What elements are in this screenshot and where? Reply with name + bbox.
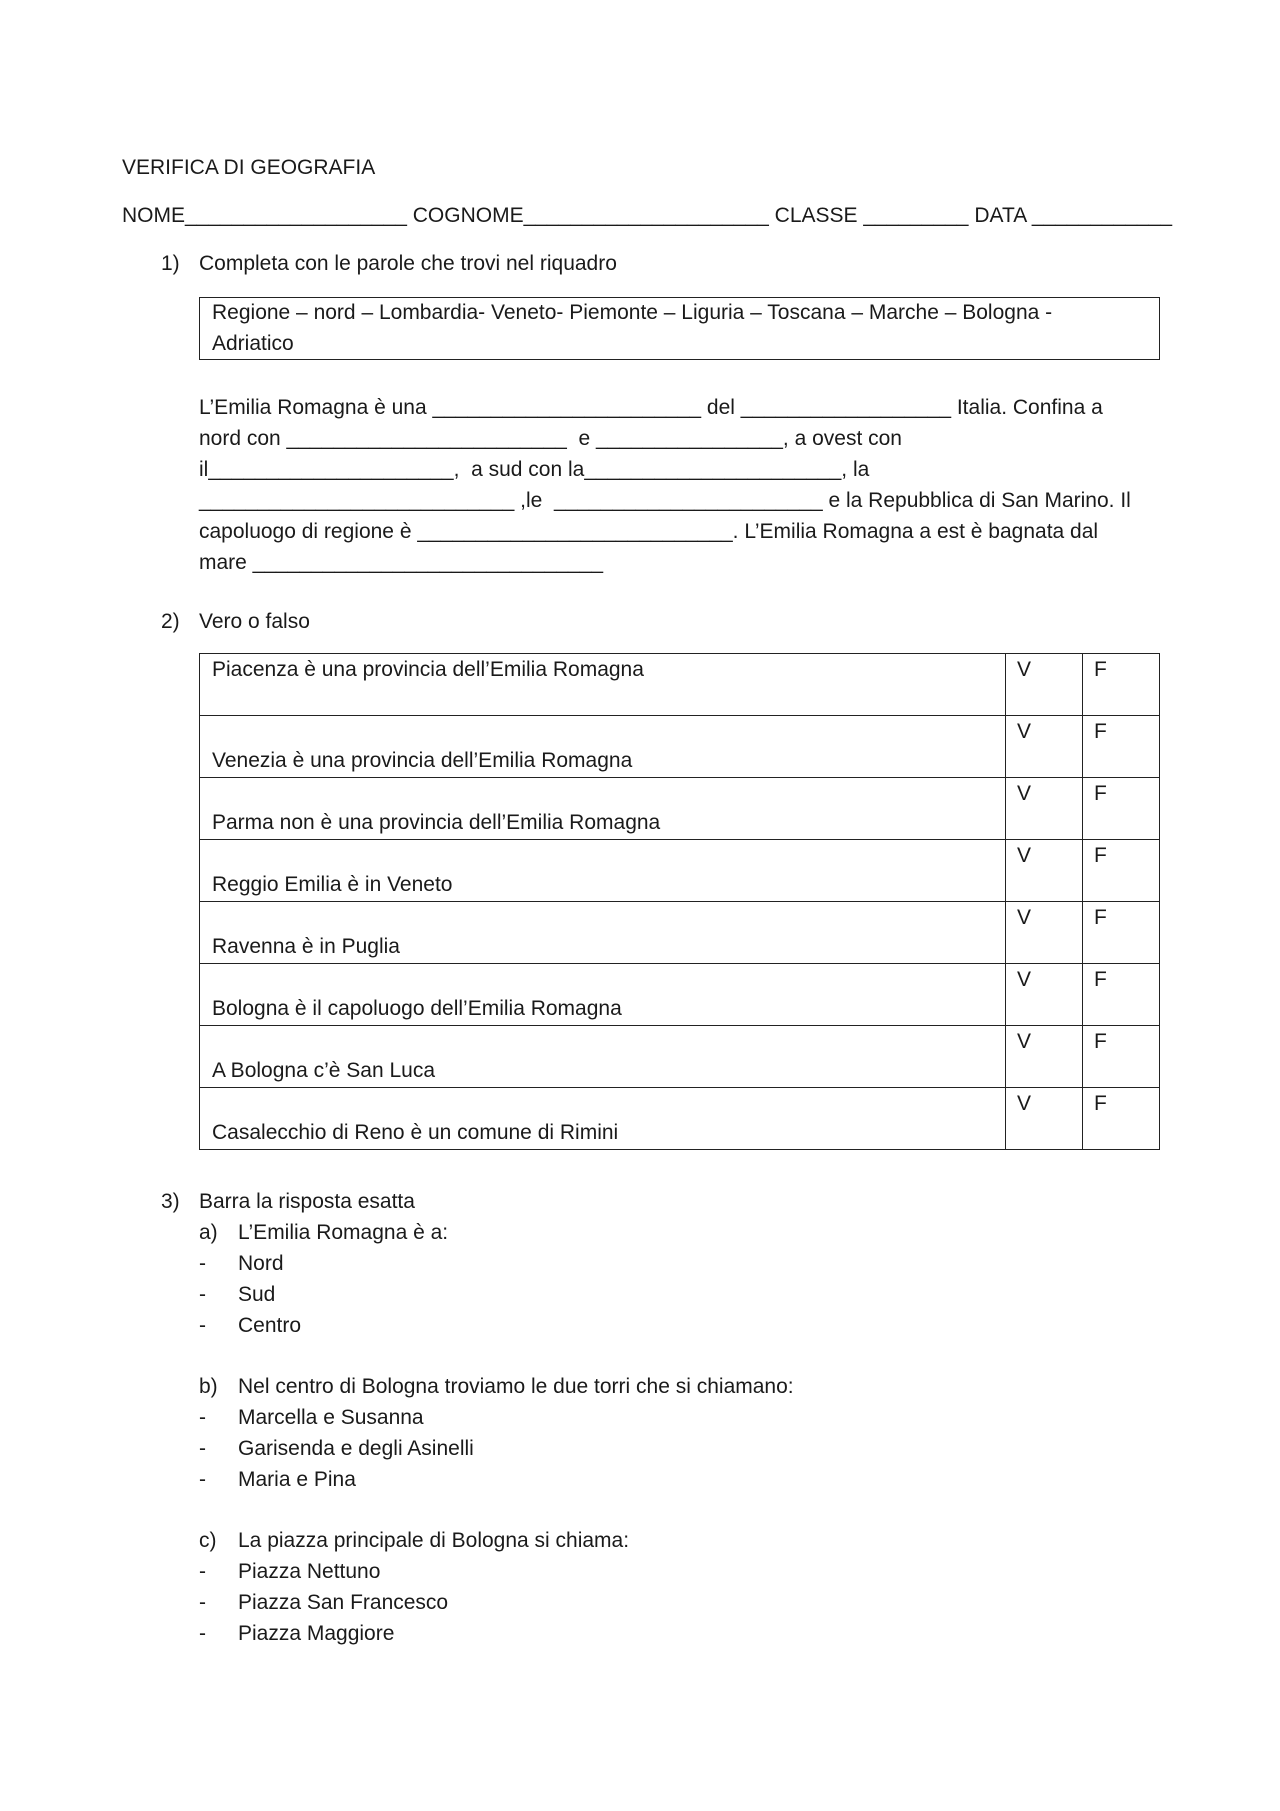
paragraph-line: capoluogo di regione è ___________________________. L’Emilia Romagna a est è bagnata dal — [199, 520, 1099, 543]
statement-text: Parma non è una provincia dell’Emilia Romagna — [212, 811, 661, 834]
true-label: V — [1017, 782, 1032, 805]
statement-text: A Bologna c’è San Luca — [212, 1059, 436, 1082]
paragraph-line: mare ______________________________ — [199, 551, 604, 574]
false-label: F — [1094, 658, 1107, 681]
false-label: F — [1094, 844, 1107, 867]
true-cell[interactable] — [1006, 964, 1083, 1026]
word-box — [199, 297, 1160, 360]
answer-option[interactable]: Piazza Maggiore — [238, 1622, 395, 1645]
paragraph-line: L’Emilia Romagna è una _______________________ del __________________ Italia. Confina a — [199, 396, 1103, 419]
bullet-dash: - — [199, 1591, 206, 1614]
false-label: F — [1094, 720, 1107, 743]
false-cell[interactable] — [1083, 1088, 1160, 1150]
false-cell[interactable] — [1083, 840, 1160, 902]
false-cell[interactable] — [1083, 964, 1160, 1026]
true-label: V — [1017, 720, 1032, 743]
paragraph-line: ___________________________ ,le _______________________ e la Repubblica di San Marino. Il — [199, 489, 1131, 512]
true-label: V — [1017, 906, 1032, 929]
paragraph-line: il_____________________, a sud con la______________________, la — [199, 458, 870, 481]
statement-text: Casalecchio di Reno è un comune di Rimini — [212, 1121, 619, 1144]
true-cell[interactable] — [1006, 716, 1083, 778]
bullet-dash: - — [199, 1283, 206, 1306]
false-label: F — [1094, 1030, 1107, 1053]
paragraph-line: nord con ________________________ e ________________, a ovest con — [199, 427, 902, 450]
true-cell[interactable] — [1006, 840, 1083, 902]
statement-text: Venezia è una provincia dell’Emilia Romagna — [212, 749, 633, 772]
statement-cell — [200, 902, 1006, 964]
false-cell[interactable] — [1083, 1026, 1160, 1088]
table-row — [200, 964, 1160, 1026]
statement-cell — [200, 1026, 1006, 1088]
bullet-dash: - — [199, 1560, 206, 1583]
true-cell[interactable] — [1006, 778, 1083, 840]
statement-cell — [200, 840, 1006, 902]
true-cell[interactable] — [1006, 1088, 1083, 1150]
section-2-number: 2) — [161, 610, 180, 633]
true-false-table — [199, 653, 1160, 1150]
true-label: V — [1017, 658, 1032, 681]
true-cell[interactable] — [1006, 1026, 1083, 1088]
bullet-dash: - — [199, 1437, 206, 1460]
answer-option[interactable]: Garisenda e degli Asinelli — [238, 1437, 474, 1460]
bullet-dash: - — [199, 1622, 206, 1645]
true-label: V — [1017, 1030, 1032, 1053]
false-cell[interactable] — [1083, 778, 1160, 840]
false-cell[interactable] — [1083, 902, 1160, 964]
question-letter: c) — [199, 1529, 217, 1552]
statement-cell — [200, 716, 1006, 778]
question-text: La piazza principale di Bologna si chiama: — [238, 1529, 630, 1552]
false-label: F — [1094, 1092, 1107, 1115]
student-fields-line: NOME___________________ COGNOME_____________________ CLASSE _________ DATA ____________ — [122, 204, 1173, 227]
false-label: F — [1094, 782, 1107, 805]
false-cell[interactable] — [1083, 716, 1160, 778]
true-cell[interactable] — [1006, 654, 1083, 716]
question-letter: a) — [199, 1221, 218, 1244]
bullet-dash: - — [199, 1406, 206, 1429]
answer-option[interactable]: Maria e Pina — [238, 1468, 356, 1491]
table-row — [200, 654, 1160, 716]
word-box-line: Adriatico — [212, 332, 294, 355]
table-row — [200, 840, 1160, 902]
question-text: Nel centro di Bologna troviamo le due torri che si chiamano: — [238, 1375, 794, 1398]
statement-text: Bologna è il capoluogo dell’Emilia Romagna — [212, 997, 622, 1020]
answer-option[interactable]: Sud — [238, 1283, 276, 1306]
question-letter: b) — [199, 1375, 218, 1398]
answer-option[interactable]: Piazza Nettuno — [238, 1560, 381, 1583]
answer-option[interactable]: Piazza San Francesco — [238, 1591, 449, 1614]
table-row — [200, 902, 1160, 964]
answer-option[interactable]: Nord — [238, 1252, 284, 1275]
section-1-title: Completa con le parole che trovi nel riquadro — [199, 252, 617, 275]
true-cell[interactable] — [1006, 902, 1083, 964]
table-row — [200, 778, 1160, 840]
statement-cell — [200, 778, 1006, 840]
statement-text: Ravenna è in Puglia — [212, 935, 400, 958]
statement-text: Piacenza è una provincia dell’Emilia Romagna — [212, 658, 644, 681]
section-1-number: 1) — [161, 252, 180, 275]
word-box-line: Regione – nord – Lombardia- Veneto- Piemonte – Liguria – Toscana – Marche – Bologna - — [212, 301, 1053, 324]
bullet-dash: - — [199, 1314, 206, 1337]
statement-text: Reggio Emilia è in Veneto — [212, 873, 453, 896]
true-label: V — [1017, 1092, 1032, 1115]
table-row — [200, 1026, 1160, 1088]
false-label: F — [1094, 906, 1107, 929]
section-2-title: Vero o falso — [199, 610, 310, 633]
page-title: VERIFICA DI GEOGRAFIA — [122, 156, 376, 179]
true-label: V — [1017, 968, 1032, 991]
false-cell[interactable] — [1083, 654, 1160, 716]
question-text: L’Emilia Romagna è a: — [238, 1221, 449, 1244]
statement-cell — [200, 1088, 1006, 1150]
section-3-title: Barra la risposta esatta — [199, 1190, 415, 1213]
section-3-number: 3) — [161, 1190, 180, 1213]
bullet-dash: - — [199, 1252, 206, 1275]
statement-cell — [200, 654, 1006, 716]
answer-option[interactable]: Marcella e Susanna — [238, 1406, 424, 1429]
bullet-dash: - — [199, 1468, 206, 1491]
answer-option[interactable]: Centro — [238, 1314, 302, 1337]
false-label: F — [1094, 968, 1107, 991]
table-row — [200, 716, 1160, 778]
true-label: V — [1017, 844, 1032, 867]
statement-cell — [200, 964, 1006, 1026]
table-row — [200, 1088, 1160, 1150]
